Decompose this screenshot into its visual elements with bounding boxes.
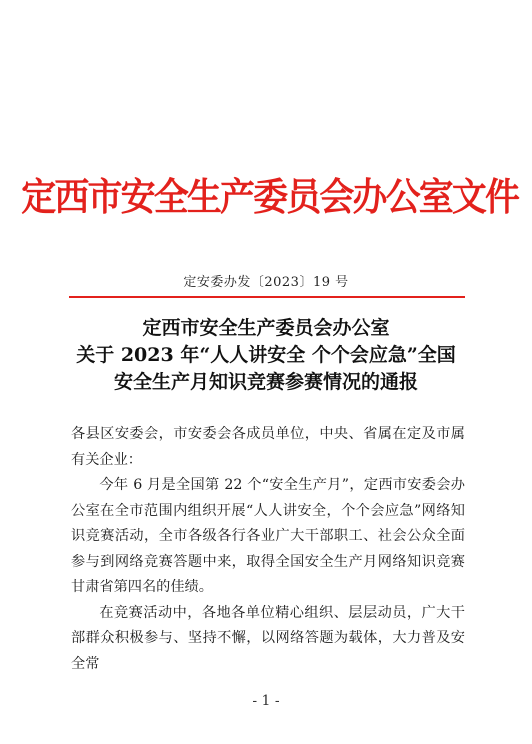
salutation: 各县区安委会，市安委会各成员单位，中央、省属在定及市属有关企业： xyxy=(71,426,465,468)
notice-title-line-2: 关于 2023 年“人人讲安全 个个会应急”全国 xyxy=(76,344,456,366)
notice-title-line-3: 安全生产月知识竞赛参赛情况的通报 xyxy=(113,371,418,393)
document-number: 定安委办发〔2023〕19 号 xyxy=(183,275,349,290)
notice-title xyxy=(40,315,492,396)
body-paragraph-1: 今年 6 月是全国第 22 个“安全生产月”，定西市安委会办公室在全市范围内组织开展“人人讲安全，个个会应急”网络知识竞赛活动，全市各级各行各业广大干部职工、社会公众全面参与到网络竞赛答题中来，取得全国安全生产月网络知识竞赛甘肃省第四名的佳绩。 xyxy=(71,477,465,595)
document-body xyxy=(71,422,465,677)
body-paragraph-2: 在竞赛活动中，各地各单位精心组织、层层动员，广大干部群众积极参与、坚持不懈，以网络答题为载体，大力普及安全常 xyxy=(71,604,465,672)
document-header-title: 定西市安全生产委员会办公室文件 xyxy=(21,174,519,219)
page-number: - 1 - xyxy=(252,693,280,709)
red-divider-line xyxy=(69,296,465,298)
notice-title-line-1: 定西市安全生产委员会办公室 xyxy=(142,317,390,339)
